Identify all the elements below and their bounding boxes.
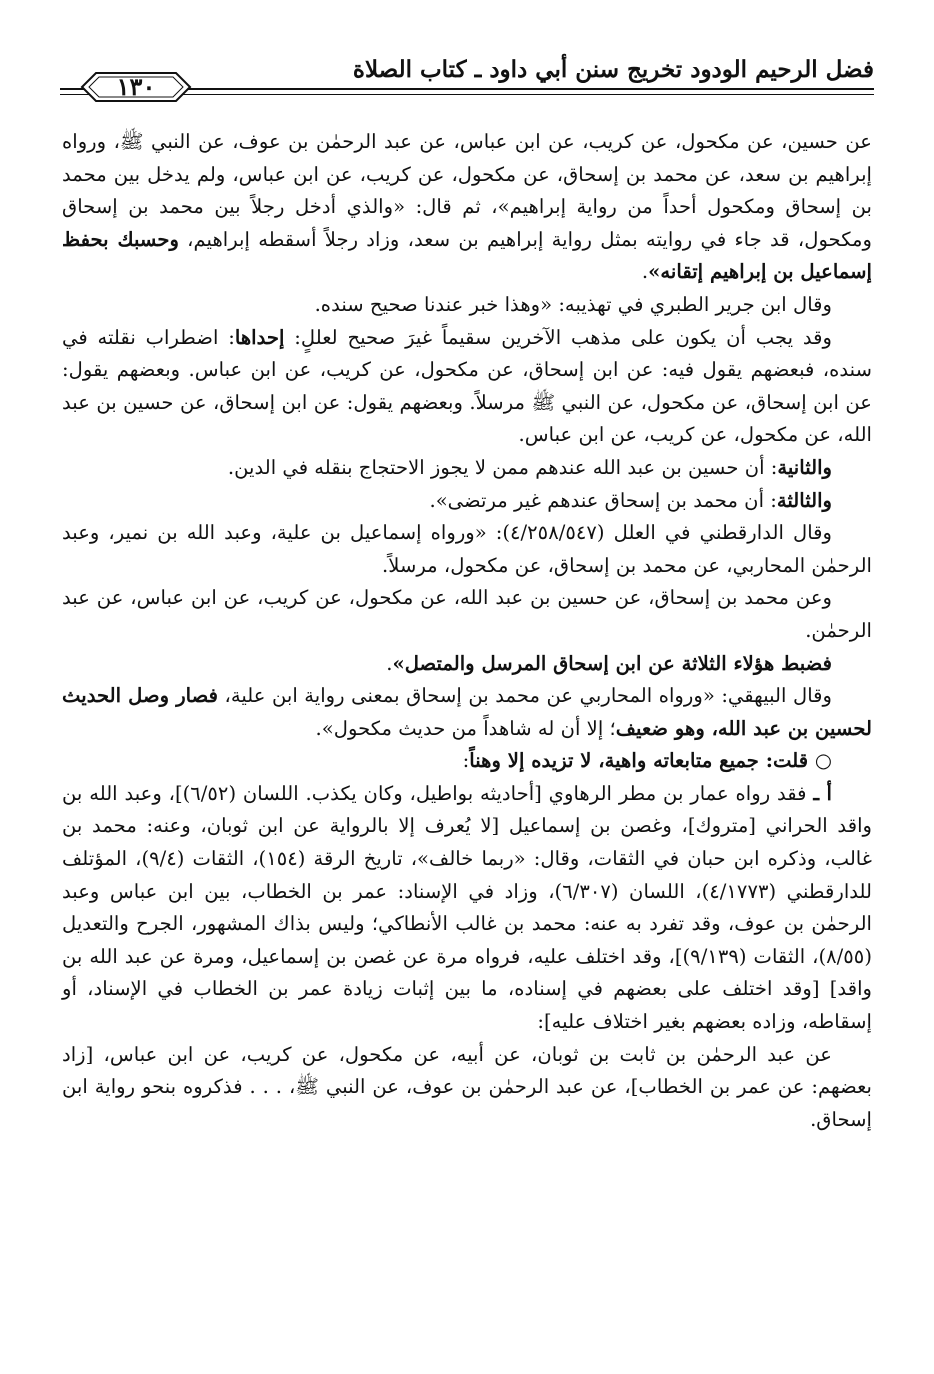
paragraph (62, 452, 872, 485)
text-run: : اضطراب نقلته في سنده، فبعضهم يقول فيه: عن ابن إسحاق، عن مكحول، عن كريب، عن ابن عباس. وبعضهم يقول: عن ابن إسحاق، عن مكحول، عن النبي ﷺ مرسلاً. وبعضهم يقول: عن ابن إسحاق، عن حسين بن عبد الله، عن مكحول، عن كريب، عن ابن عباس. (62, 325, 872, 447)
paragraph (62, 289, 872, 322)
running-title: فضل الرحيم الودود تخريج سنن أبي داود ـ كتاب الصلاة (352, 56, 874, 83)
paragraph (62, 648, 872, 681)
text-run: . (641, 260, 649, 284)
paragraph (62, 322, 872, 452)
text-run: وقال ابن جرير الطبري في تهذيبه: «وهذا خبر عندنا صحيح سنده. (314, 292, 832, 316)
text-run: وقال الدارقطني في العلل (٤/٢٥٨/٥٤٧): «ورواه إسماعيل بن علية، وعبد الله بن نمير، وعبد الرحمٰن المحاربي، عن محمد بن إسحاق، عن مكحول، مرسلاً. (62, 521, 872, 577)
bold-text: ○ قلت: جميع متابعاته واهية، لا تزيده إلا وهناً (469, 749, 832, 773)
text-run: عن عبد الرحمٰن بن ثابت بن ثوبان، عن أبيه، عن مكحول، عن كريب، عن ابن عباس، [زاد بعضهم: عن عمر بن الخطاب]، عن عبد الرحمٰن بن عوف، عن النبي ﷺ، . . . فذكروه بنحو رواية ابن إسحاق. (62, 1042, 872, 1131)
page-header (60, 54, 874, 108)
text-run: وعن محمد بن إسحاق، عن حسين بن عبد الله، عن مكحول، عن كريب، عن ابن عباس، عن عبد الرحمٰن. (62, 586, 872, 642)
paragraph (62, 582, 872, 647)
paragraph (62, 1039, 872, 1137)
paragraph (62, 778, 872, 1039)
bold-text: إحداها (234, 325, 285, 349)
text-run: : (462, 749, 470, 773)
bold-text: فصار وصل الحديث لحسين بن عبد الله، وهو ضعيف (62, 684, 872, 740)
paragraph (62, 680, 872, 745)
bold-text: والثانية (777, 455, 832, 479)
text-run: ؛ إلا أن له شاهداً من حديث مكحول». (315, 716, 616, 740)
bold-text: وحسبك بحفظ إسماعيل بن إبراهيم إتقانه» (62, 227, 872, 284)
bold-text: فضبط هؤلاء الثلاثة عن ابن إسحاق المرسل والمتصل» (392, 651, 832, 675)
page-number-badge (80, 70, 192, 104)
paragraph (62, 126, 872, 289)
bold-text: أ ـ (813, 781, 833, 805)
text-run: وقال البيهقي: «ورواه المحاربي عن محمد بن إسحاق بمعنى رواية ابن علية، (218, 684, 832, 708)
paragraph (62, 485, 872, 518)
bold-text: والثالثة (776, 488, 832, 512)
body-text (62, 126, 872, 1136)
paragraph (62, 517, 872, 582)
text-run: : أن محمد بن إسحاق عندهم غير مرتضى». (429, 488, 777, 512)
text-run: وقد يجب أن يكون على مذهب الآخرين سقيماً غيرَ صحيح لعللٍ: (284, 325, 832, 349)
text-run: عن حسين، عن مكحول، عن كريب، عن ابن عباس، عن عبد الرحمٰن بن عوف، عن النبي ﷺ، ورواه إبراهيم بن سعد، عن محمد بن إسحاق، عن مكحول، عن كريب، عن ابن عباس، ولم يدخل بين محمد بن إسحاق ومكحول أحداً من رواية إبراهيم»، ثم قال: «والذي أدخل رجلاً بين محمد بن إسحاق ومكحول، قد جاء في روايته بمثل رواية إبراهيم بن سعد، وزاد رجلاً أسقطه إبراهيم، (62, 130, 872, 251)
text-run: فقد رواه عمار بن مطر الرهاوي [أحاديثه بواطيل، وكان يكذب. اللسان (٦/٥٢)]، وعبد الله بن واقد الحراني [متروك]، وغصن بن إسماعيل [لا يُعرف إلا بالرواية عن ابن ثوبان، وعنه: محمد بن غالب، وذكره ابن حبان في الثقات، وقال: «ربما خالف»، تاريخ الرقة (١٥٤)، الثقات (٩/٤)، المؤتلف للدارقطني (٤/١٧٧٣)، اللسان (٦/٣٠٧)، وزاد في الإسناد: عمر بن الخطاب، بين ابن عباس وعبد الرحمٰن بن عوف، وقد تفرد به عنه: محمد بن غالب الأنطاكي؛ وليس بذاك المشهور، الجرح والتعديل (٨/٥٥)، الثقات (٩/١٣٩)]، وقد اختلف عليه، فرواه مرة عن غصن بن إسماعيل، ومرة عن عبد الله بن واقد] [وقد اختلف على بعضهم في إسناده، ما بين إثبات زيادة عمر بن الخطاب في الإسناد، أو إسقاطه، وزاده بعضهم بغير اختلاف عليه]: (62, 781, 873, 1034)
page-number: ١٣٠ (116, 72, 156, 101)
text-run: . (386, 651, 393, 675)
text-run: : أن حسين بن عبد الله عندهم ممن لا يجوز الاحتجاج بنقله في الدين. (227, 455, 778, 479)
paragraph (62, 745, 872, 778)
